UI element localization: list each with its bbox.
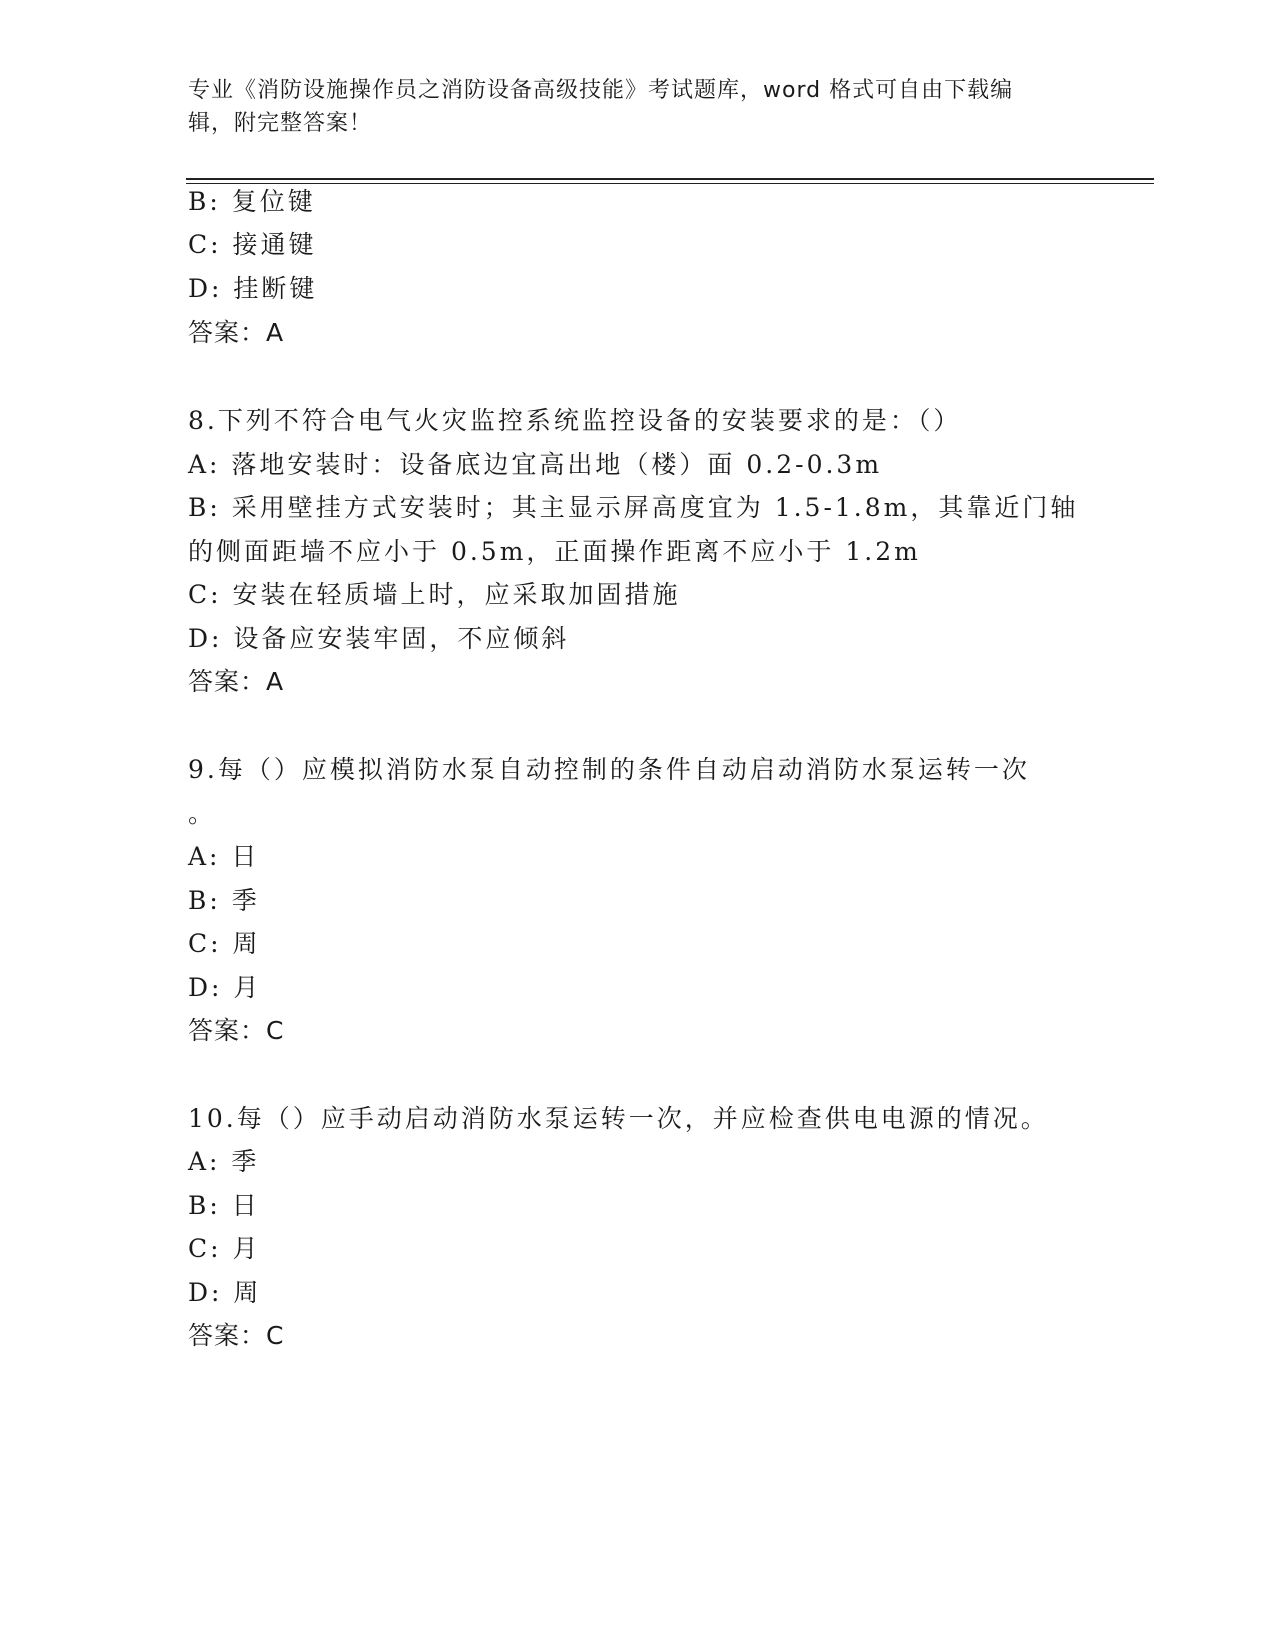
q8-option-a: A: 落地安装时：设备底边宜高出地（楼）面 0.2-0.3m xyxy=(188,450,883,479)
q10-stem: 10.每（）应手动启动消防水泵运转一次，并应检查供电电源的情况。 xyxy=(188,1104,1049,1133)
q9-option-b: B: 季 xyxy=(188,886,260,915)
q9-answer: 答案：C xyxy=(188,1016,285,1045)
header-line-2: 辑，附完整答案！ xyxy=(188,111,373,136)
q8-option-b-cont: 的侧面距墙不应小于 0.5m，正面操作距离不应小于 1.2m xyxy=(188,537,921,566)
q10-option-a: A: 季 xyxy=(188,1147,260,1176)
q10-option-c: C: 月 xyxy=(188,1234,261,1263)
q8-option-d: D: 设备应安装牢固，不应倾斜 xyxy=(188,624,570,653)
q8-stem: 8.下列不符合电气火灾监控系统监控设备的安装要求的是：（） xyxy=(188,406,962,435)
q7-option-d: D: 挂断键 xyxy=(188,274,318,303)
q10-answer: 答案：C xyxy=(188,1321,285,1350)
q9-stem-cont: 。 xyxy=(188,799,217,828)
q9-stem: 9.每（）应模拟消防水泵自动控制的条件自动启动消防水泵运转一次 xyxy=(188,755,1030,784)
header-divider-thin xyxy=(186,183,1154,184)
q8-answer: 答案：A xyxy=(188,667,285,696)
q9-option-c: C: 周 xyxy=(188,929,261,958)
q10-option-d: D: 周 xyxy=(188,1278,262,1307)
q9-option-d: D: 月 xyxy=(188,973,262,1002)
q7-option-c: C: 接通键 xyxy=(188,230,317,259)
header-line-1: 专业《消防设施操作员之消防设备高级技能》考试题库，word 格式可自由下载编 xyxy=(188,78,1014,103)
q8-option-c: C: 安装在轻质墙上时，应采取加固措施 xyxy=(188,580,681,609)
header-divider-thick xyxy=(186,178,1154,180)
q8-option-b: B: 采用壁挂方式安装时；其主显示屏高度宜为 1.5-1.8m，其靠近门轴 xyxy=(188,493,1079,522)
q7-answer: 答案：A xyxy=(188,318,285,347)
document-header xyxy=(188,74,1088,140)
q7-option-b: B: 复位键 xyxy=(188,187,316,216)
q9-option-a: A: 日 xyxy=(188,842,260,871)
q10-option-b: B: 日 xyxy=(188,1191,260,1220)
